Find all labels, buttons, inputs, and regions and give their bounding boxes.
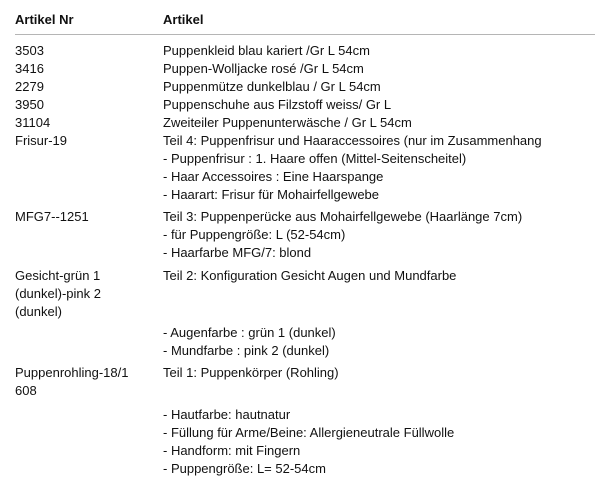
row-8-nr-line-1: Gesicht-grün 1 xyxy=(15,268,101,283)
row-9-detail-2: - Füllung für Arme/Beine: Allergieneutrale Füllwolle xyxy=(163,425,455,440)
row-6-desc: Teil 4: Puppenfrisur und Haaraccessoires (nur im Zusammenhang xyxy=(163,133,542,148)
row-6-detail-2: - Haar Accessoires : Eine Haarspange xyxy=(163,169,384,184)
row-1-nr: 3503 xyxy=(15,43,44,58)
row-9-nr-line-1: Puppenrohling-18/1 xyxy=(15,365,129,380)
row-9-detail-3: - Handform: mit Fingern xyxy=(163,443,301,458)
column-header-artikel-nr: Artikel Nr xyxy=(15,12,74,27)
row-6-detail-3: - Haarart: Frisur für Mohairfellgewebe xyxy=(163,187,380,202)
row-5-nr: 31104 xyxy=(15,115,51,130)
row-9-detail-4: - Puppengröße: L= 52-54cm xyxy=(163,461,326,476)
row-9-desc: Teil 1: Puppenkörper (Rohling) xyxy=(163,365,339,380)
row-7-nr: MFG7--1251 xyxy=(15,209,89,224)
row-8-detail-2: - Mundfarbe : pink 2 (dunkel) xyxy=(163,343,330,358)
row-3-desc: Puppenmütze dunkelblau / Gr L 54cm xyxy=(163,79,381,94)
row-7-detail-2: - Haarfarbe MFG/7: blond xyxy=(163,245,312,260)
row-7-detail-1: - für Puppengröße: L (52-54cm) xyxy=(163,227,346,242)
row-5-desc: Zweiteiler Puppenunterwäsche / Gr L 54cm xyxy=(163,115,412,130)
row-8-nr-line-2: (dunkel)-pink 2 xyxy=(15,286,101,301)
row-4-desc: Puppenschuhe aus Filzstoff weiss/ Gr L xyxy=(163,97,392,112)
row-7-desc: Teil 3: Puppenperücke aus Mohairfellgewebe (Haarlänge 7cm) xyxy=(163,209,523,224)
row-8-nr-line-3: (dunkel) xyxy=(15,304,62,319)
row-2-nr: 3416 xyxy=(15,61,44,76)
row-3-nr: 2279 xyxy=(15,79,44,94)
row-6-nr: Frisur-19 xyxy=(15,133,68,148)
row-9-detail-1: - Hautfarbe: hautnatur xyxy=(163,407,291,422)
row-9-nr-line-2: 608 xyxy=(15,383,37,398)
row-8-detail-1: - Augenfarbe : grün 1 (dunkel) xyxy=(163,325,336,340)
row-2-desc: Puppen-Wolljacke rosé /Gr L 54cm xyxy=(163,61,364,76)
column-header-artikel: Artikel xyxy=(163,12,204,27)
row-4-nr: 3950 xyxy=(15,97,44,112)
header-divider xyxy=(15,34,595,35)
row-8-desc: Teil 2: Konfiguration Gesicht Augen und Mundfarbe xyxy=(163,268,457,283)
row-6-detail-1: - Puppenfrisur : 1. Haare offen (Mittel-Seitenscheitel) xyxy=(163,151,467,166)
row-1-desc: Puppenkleid blau kariert /Gr L 54cm xyxy=(163,43,370,58)
